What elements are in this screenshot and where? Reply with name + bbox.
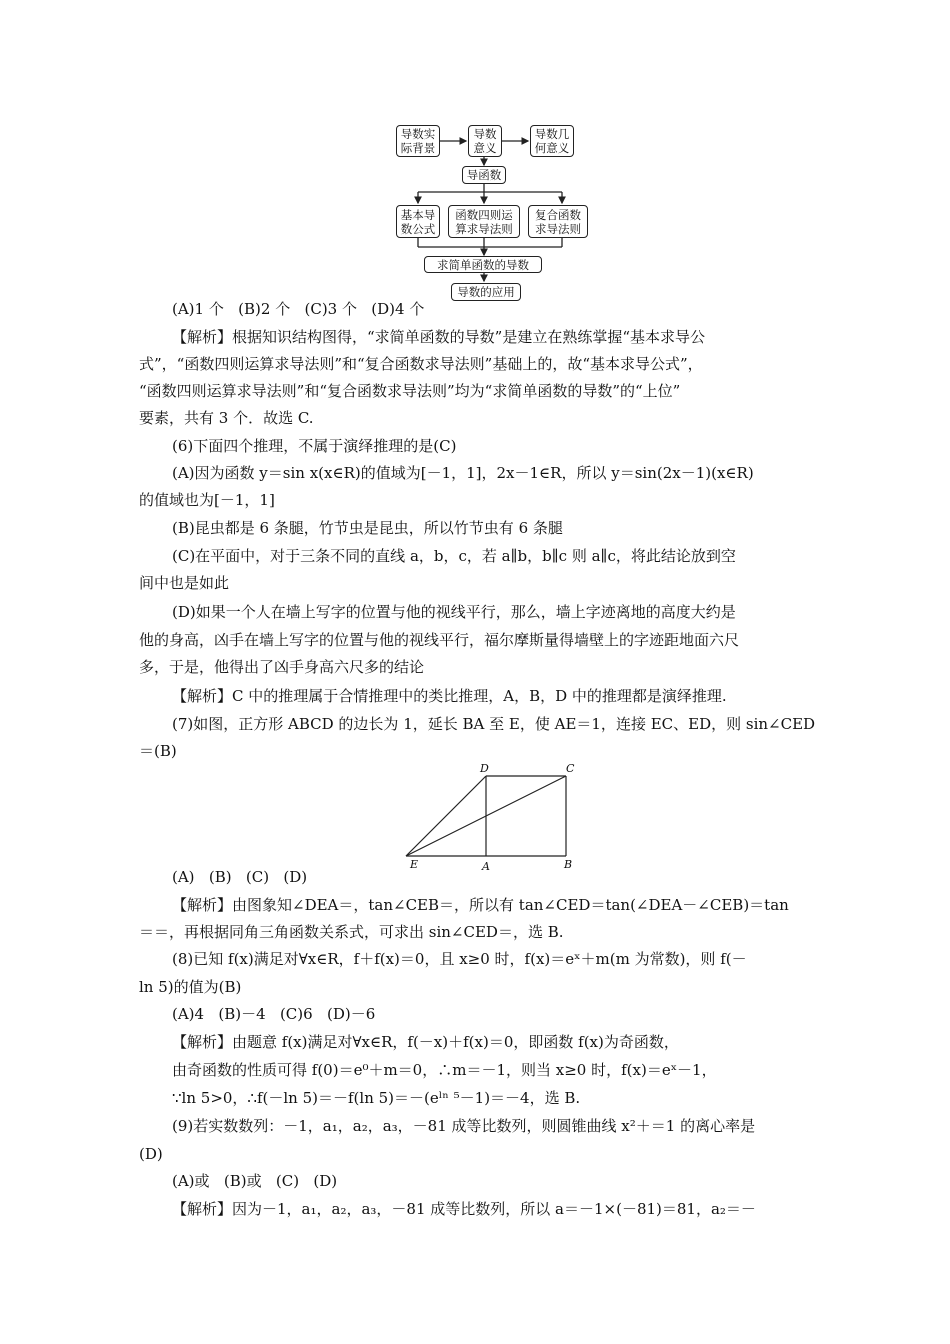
q6-option-d-line3: 多，于是，他得出了凶手身高六尺多的结论 xyxy=(139,658,425,676)
node-geometric-meaning: 导数几 何意义 xyxy=(530,125,574,157)
label-b: B xyxy=(564,858,573,871)
node-meaning: 导数 意义 xyxy=(468,125,502,157)
q6-option-d-line1: (D)如果一个人在墙上写字的位置与他的视线平行，那么，墙上字迹离地的高度大约是 xyxy=(172,603,736,621)
analysis-q9-line1: 【解析】因为－1，a₁，a₂，a₃，－81 成等比数列，所以 a＝－1×(－81)＝81，a₂＝－ xyxy=(172,1200,756,1218)
q8-choices: (A)4 (B)－4 (C)6 (D)－6 xyxy=(172,1005,376,1023)
node-composite-rule: 复合函数 求导法则 xyxy=(528,205,588,238)
analysis-q7-line2: ＝＝，再根据同角三角函数关系式，可求出 sin∠CED＝，选 B. xyxy=(139,923,564,941)
question-6: (6)下面四个推理，不属于演绎推理的是(C) xyxy=(172,437,457,455)
label-c: C xyxy=(566,764,575,775)
label-a: A xyxy=(482,860,490,873)
q6-option-b: (B)昆虫都是 6 条腿，竹节虫是昆虫，所以竹节虫有 6 条腿 xyxy=(172,519,563,537)
q6-option-a-line2: 的值域也为[－1，1] xyxy=(139,491,275,509)
choices-line-q5: (A)1 个 (B)2 个 (C)3 个 (D)4 个 xyxy=(172,300,425,318)
question-7-line1: (7)如图，正方形 ABCD 的边长为 1，延长 BA 至 E，使 AE＝1，连接 EC、ED，则 sin∠CED xyxy=(172,715,816,733)
question-9-line2: (D) xyxy=(139,1145,163,1163)
q7-choices: (A) (B) (C) (D) xyxy=(172,868,308,886)
q6-option-c-line1: (C)在平面中，对于三条不同的直线 a，b，c，若 a∥b，b∥c 则 a∥c，将此结论放到空 xyxy=(172,547,736,565)
analysis-q7-line1: 【解析】由图象知∠DEA＝，tan∠CEB＝，所以有 tan∠CED＝tan(∠DEA－∠CEB)＝tan xyxy=(172,896,789,914)
analysis-q8-line3: ∵ln 5>0，∴f(－ln 5)＝－f(ln 5)＝－(eˡⁿ ⁵－1)＝－4，选 B. xyxy=(172,1089,581,1107)
q6-option-d-line2: 他的身高，凶手在墙上写字的位置与他的视线平行，福尔摩斯量得墙壁上的字迹距地面六尺 xyxy=(139,631,740,649)
q9-choices: (A)或 (B)或 (C) (D) xyxy=(172,1172,338,1190)
question-8-line1: (8)已知 f(x)满足对∀x∈R，f＋f(x)＝0，且 x≥0 时，f(x)＝eˣ＋m(m 为常数)，则 f(－ xyxy=(172,950,747,968)
node-simple-derivative: 求简单函数的导数 xyxy=(424,256,542,273)
node-basic-formula: 基本导 数公式 xyxy=(396,205,440,238)
analysis-q8-line1: 【解析】由题意 f(x)满足对∀x∈R，f(－x)＋f(x)＝0，即函数 f(x)为奇函数， xyxy=(172,1033,679,1051)
analysis-q5-line3: “函数四则运算求导法则”和“复合函数求导法则”均为“求简单函数的导数”的“上位” xyxy=(139,382,681,400)
node-background: 导数实 际背景 xyxy=(396,125,440,157)
question-8-line2: ln 5)的值为(B) xyxy=(139,978,242,996)
label-e: E xyxy=(410,858,419,871)
question-9-line1: (9)若实数数列：－1，a₁，a₂，a₃，－81 成等比数列，则圆锥曲线 x²＋＝1 的离心率是 xyxy=(172,1117,756,1135)
label-d: D xyxy=(480,764,489,775)
q6-option-a-line1: (A)因为函数 y＝sin x(x∈R)的值域为[－1，1]，2x－1∈R，所以 y＝sin(2x－1)(x∈R) xyxy=(172,464,754,482)
analysis-q5-line4: 要素，共有 3 个．故选 C. xyxy=(139,409,314,427)
node-four-operations: 函数四则运 算求导法则 xyxy=(448,205,520,238)
analysis-q5-line1: 【解析】根据知识结构图得，“求简单函数的导数”是建立在熟练掌握“基本求导公 xyxy=(172,328,706,346)
node-derivative-function: 导函数 xyxy=(462,166,506,184)
q6-option-c-line2: 间中也是如此 xyxy=(139,574,230,592)
node-application: 导数的应用 xyxy=(451,283,521,301)
analysis-q5-line2: 式”，“函数四则运算求导法则”和“复合函数求导法则”基础上的，故“基本求导公式”， xyxy=(139,355,703,373)
question-7-line2: ＝(B) xyxy=(139,742,177,760)
analysis-q6: 【解析】C 中的推理属于合情推理中的类比推理，A，B，D 中的推理都是演绎推理. xyxy=(172,687,727,705)
analysis-q8-line2: 由奇函数的性质可得 f(0)＝e⁰＋m＝0，∴m＝－1，则当 x≥0 时，f(x)＝eˣ－1， xyxy=(172,1061,717,1079)
